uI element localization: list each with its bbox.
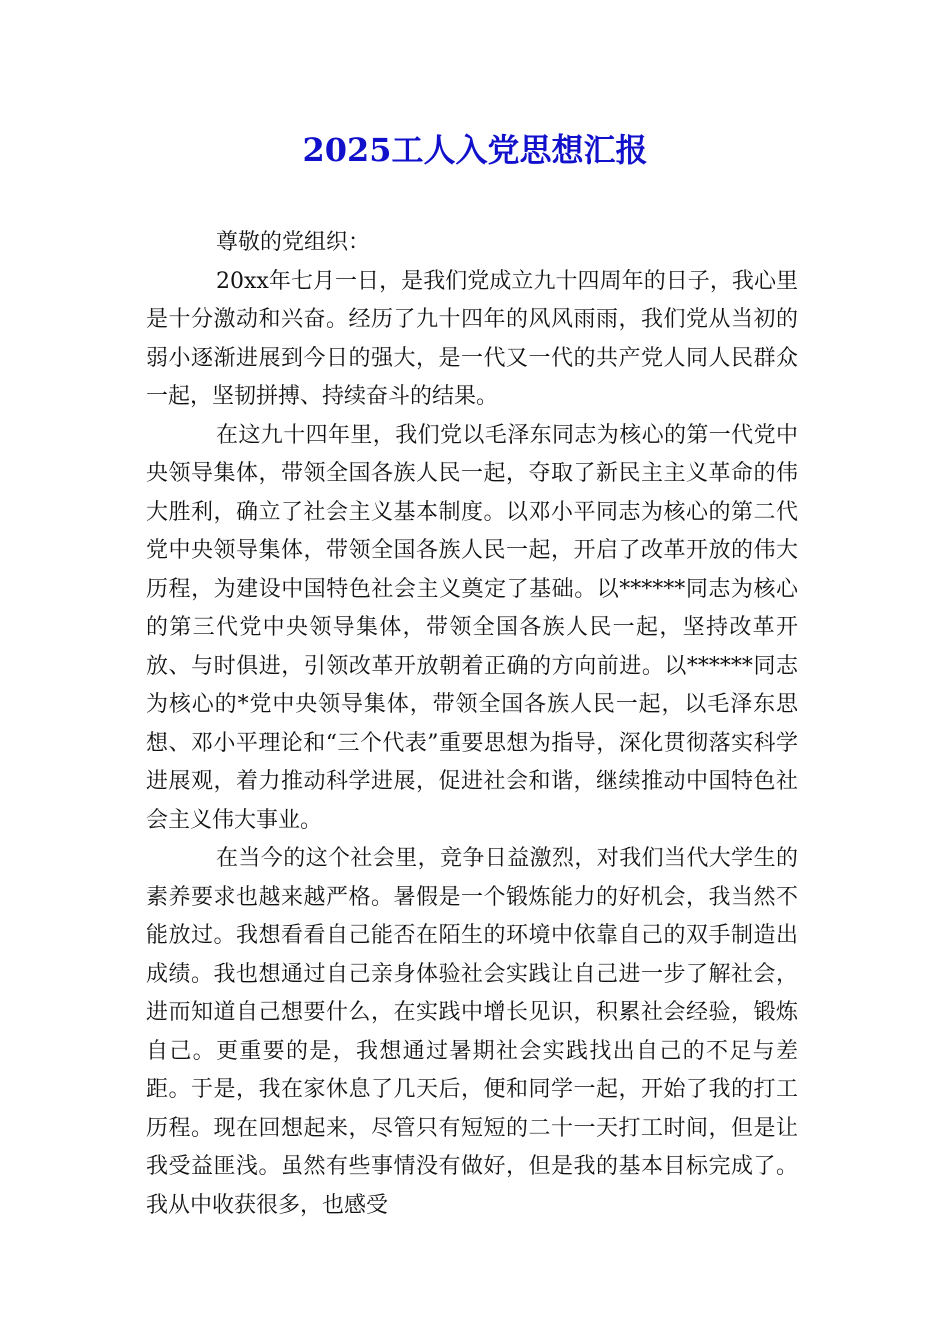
paragraph: 20xx年七月一日，是我们党成立九十四周年的日子，我心里是十分激动和兴奋。经历了九十四年的风风雨雨，我们党从当初的弱小逐渐进展到今日的强大，是一代又一代的共产党人同人民群众一起，坚韧拼搏、持续奋斗的结果。 <box>146 268 798 409</box>
paragraph: 在这九十四年里，我们党以毛泽东同志为核心的第一代党中央领导集体，带领全国各族人民一起，夺取了新民主主义革命的伟大胜利，确立了社会主义基本制度。以邓小平同志为核心的第二代党中央领导集体，带领全国各族人民一起，开启了改革开放的伟大历程，为建设中国特色社会主义奠定了基础。以******同志为核心的第三代党中央领导集体，带领全国各族人民一起，坚持改革开放、与时俱进，引领改革开放朝着正确的方向前进。以******同志为核心的*党中央领导集体，带领全国各族人民一起，以毛泽东思想、邓小平理论和“三个代表”重要思想为指导，深化贯彻落实科学进展观，着力推动科学进展，促进社会和谐，继续推动中国特色社会主义伟大事业。 <box>146 422 798 833</box>
document-body <box>146 224 798 1225</box>
paragraph: 在当今的这个社会里，竞争日益激烈，对我们当代大学生的素养要求也越来越严格。暑假是一个锻炼能力的好机会，我当然不能放过。我想看看自己能否在陌生的环境中依靠自己的双手制造出成绩。我也想通过自己亲身体验社会实践让自己进一步了解社会，进而知道自己想要什么，在实践中增长见识，积累社会经验，锻炼自己。更重要的是，我想通过暑期社会实践找出自己的不足与差距。于是，我在家休息了几天后，便和同学一起，开始了我的打工历程。现在回想起来，尽管只有短短的二十一天打工时间，但是让我受益匪浅。虽然有些事情没有做好，但是我的基本目标完成了。我从中收获很多，也感受 <box>146 846 798 1218</box>
document-title: 2025工人入党思想汇报 <box>302 131 648 169</box>
salutation: 尊敬的党组织： <box>216 230 371 255</box>
